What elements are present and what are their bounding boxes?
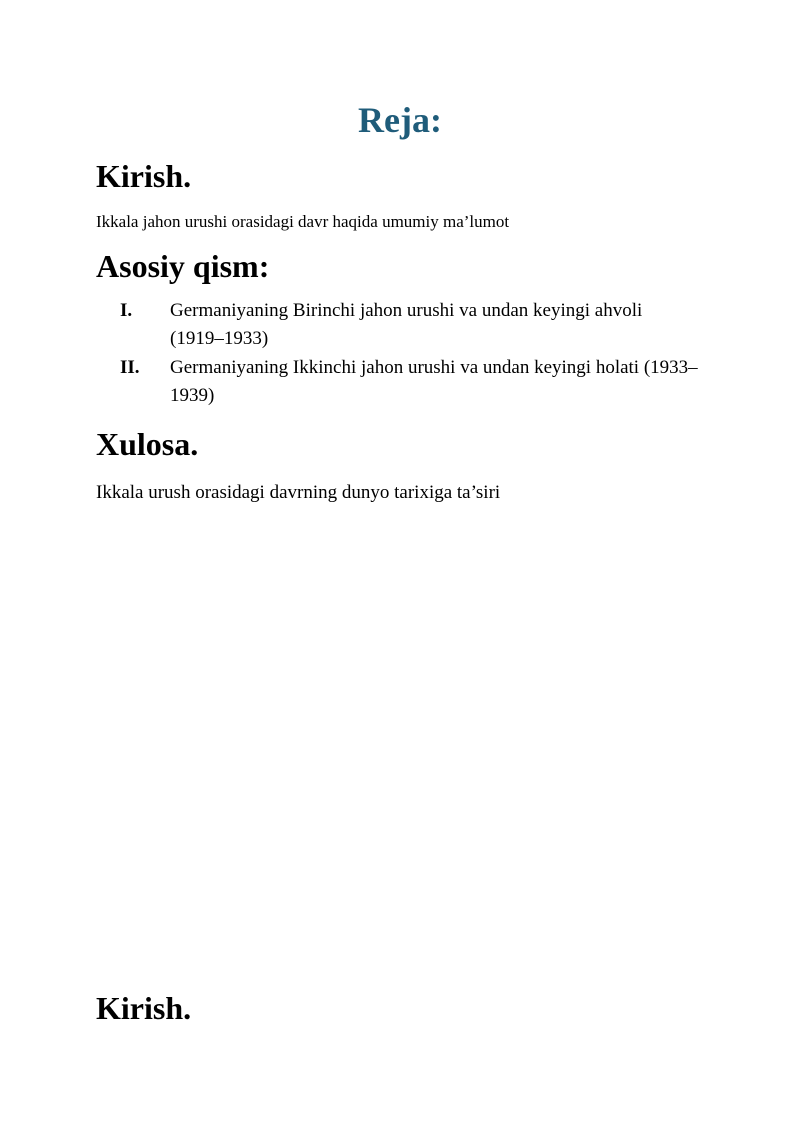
page-title: Reja: — [358, 100, 442, 140]
list-item-number: I. — [120, 300, 133, 321]
list-item-text: Germaniyaning Birinchi jahon urushi va undan keyingi ahvoli (1919–1933) — [170, 300, 643, 349]
list-item-number: II. — [120, 357, 140, 378]
kirish-text: Ikkala jahon urushi orasidagi davr haqida umumiy ma’lumot — [96, 212, 510, 231]
heading-kirish: Kirish. — [96, 158, 192, 194]
xulosa-text: Ikkala urush orasidagi davrning dunyo tarixiga ta’siri — [96, 482, 501, 503]
heading-xulosa: Xulosa. — [96, 426, 199, 462]
heading-asosiy-qism: Asosiy qism: — [96, 248, 270, 284]
heading-kirish-next-page: Kirish. — [96, 990, 192, 1026]
list-item-text: Germaniyaning Ikkinchi jahon urushi va undan keyingi holati (1933–1939) — [170, 357, 698, 406]
